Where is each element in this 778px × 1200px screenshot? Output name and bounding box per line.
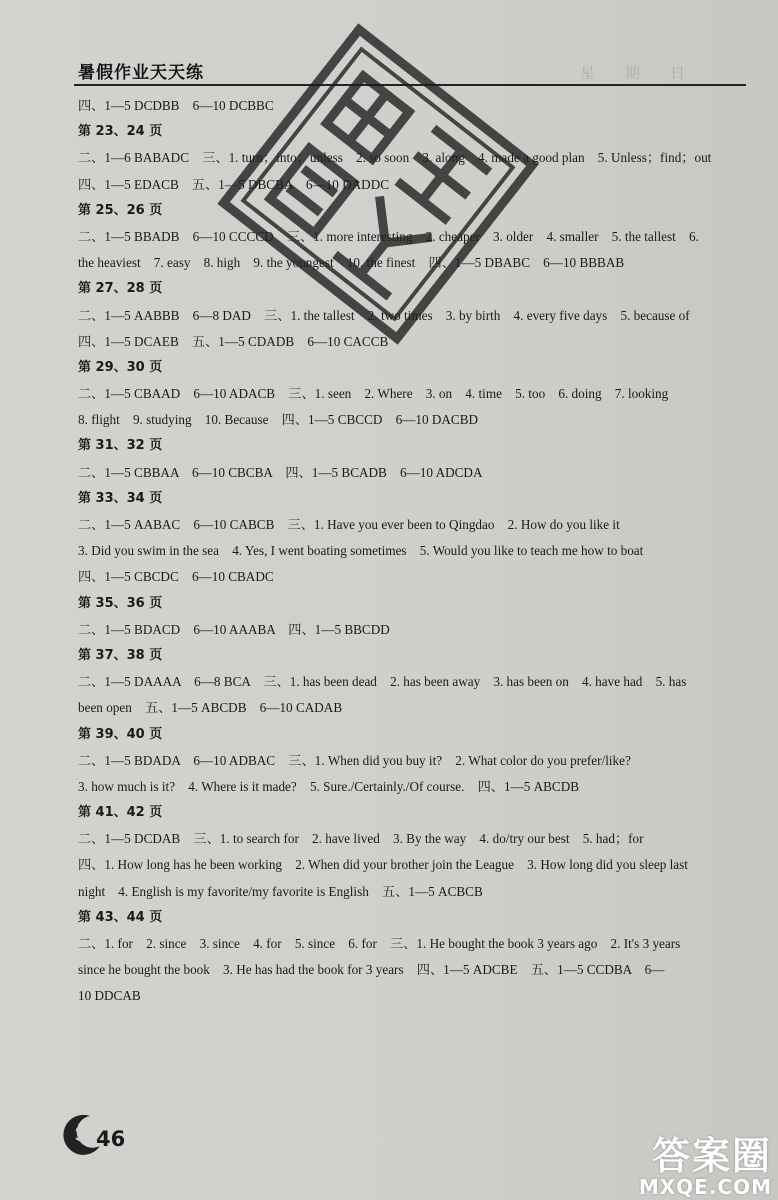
answer-line: since he bought the book 3. He has had the book for 3 years 四、1—5 ADCBE 五、1—5 CCDBA 6— xyxy=(78,962,665,978)
answer-line: 四、1—5 CBCDC 6—10 CBADC xyxy=(78,569,274,585)
section-heading: 第 27、28 页 xyxy=(78,281,163,297)
answer-line: night 4. English is my favorite/my favorite is English 五、1—5 ACBCB xyxy=(78,883,483,899)
header-rule xyxy=(74,84,746,86)
answer-line: 二、1—5 BBADB 6—10 CCCCD 三、1. more interesting 2. cheaper 3. older 4. smaller 5. the tallest 6. xyxy=(78,228,699,244)
answer-line: 四、1—5 DCDBB 6—10 DCBBC xyxy=(78,98,274,113)
answer-line: 10 DDCAB xyxy=(78,988,141,1004)
bleed-through-text: 星 期 日 xyxy=(580,66,686,82)
answer-line: 3. how much is it? 4. Where is it made? 5. Sure./Certainly./Of course. 四、1—5 ABCDB xyxy=(78,778,580,794)
section-heading: 第 33、34 页 xyxy=(78,490,163,506)
answer-line: 二、1—5 BDADA 6—10 ADBAC 三、1. When did you buy it? 2. What color do you prefer/like? xyxy=(78,752,631,768)
watermark-cn: 答案圈 xyxy=(651,1134,772,1178)
section-heading: 第 35、36 页 xyxy=(78,595,163,611)
section-heading: 第 37、38 页 xyxy=(78,647,163,663)
answer-line: 二、1. for 2. since 3. since 4. for 5. since 6. for 三、1. He bought the book 3 years ago 2. It's 3 years xyxy=(78,936,681,951)
section-heading: 第 31、32 页 xyxy=(78,438,163,454)
answer-line: 二、1—5 CBBAA 6—10 CBCBA 四、1—5 BCADB 6—10 ADCDA xyxy=(78,464,483,480)
section-heading: 第 29、30 页 xyxy=(78,359,163,375)
answer-content xyxy=(78,93,750,1010)
section-heading: 第 39、40 页 xyxy=(78,726,163,742)
answer-line: 3. Did you swim in the sea 4. Yes, I went boating sometimes 5. Would you like to teach me how to boat xyxy=(78,543,644,559)
answer-line: 二、1—5 AABBB 6—8 DAD 三、1. the tallest 2. two times 3. by birth 4. every five days 5. because of xyxy=(78,307,690,323)
answer-line: 二、1—5 DCDAB 三、1. to search for 2. have lived 3. By the way 4. do/try our best 5. had；for xyxy=(78,831,644,847)
site-watermark xyxy=(639,1136,772,1198)
answer-line: 四、1—5 DCAEB 五、1—5 CDADB 6—10 CACCB xyxy=(78,333,389,349)
page-number-text: 46 xyxy=(96,1127,126,1151)
book-title: 暑假作业天天练 xyxy=(78,63,204,83)
answer-line: 二、1—5 AABAC 6—10 CABCB 三、1. Have you ever been to Qingdao 2. How do you like it xyxy=(78,517,620,532)
answer-line: 二、1—5 BDACD 6—10 AAABA 四、1—5 BBCDD xyxy=(78,621,390,637)
section-heading: 第 41、42 页 xyxy=(78,805,163,821)
answer-line: 二、1—5 DAAAA 6—8 BCA 三、1. has been dead 2. has been away 3. has been on 4. have had 5. has xyxy=(78,674,687,690)
section-heading: 第 23、24 页 xyxy=(78,124,163,140)
answer-line: the heaviest 7. easy 8. high 9. the youngest 10. the finest 四、1—5 DBABC 6—10 BBBAB xyxy=(78,255,625,271)
answer-line: 四、1. How long has he been working 2. When did your brother join the League 3. How long did you sleep last xyxy=(78,857,688,873)
section-heading: 第 25、26 页 xyxy=(78,202,163,218)
answer-line: 8. flight 9. studying 10. Because 四、1—5 CBCCD 6—10 DACBD xyxy=(78,412,479,428)
watermark-url: MXQE.COM xyxy=(638,1175,772,1199)
page-number xyxy=(60,1112,125,1156)
answer-line: 四、1—5 EDACB 五、1—5 DBCBA 6—10 DADDC xyxy=(78,176,390,192)
answer-line: 二、1—6 BABADC 三、1. turn；into；unless 2. so soon 3. along 4. made a good plan 5. Unless；find；out xyxy=(78,150,712,166)
answer-line: 二、1—5 CBAAD 6—10 ADACB 三、1. seen 2. Where 3. on 4. time 5. too 6. doing 7. looking xyxy=(78,386,669,402)
answer-line: been open 五、1—5 ABCDB 6—10 CADAB xyxy=(78,700,343,716)
section-heading: 第 43、44 页 xyxy=(78,909,163,925)
